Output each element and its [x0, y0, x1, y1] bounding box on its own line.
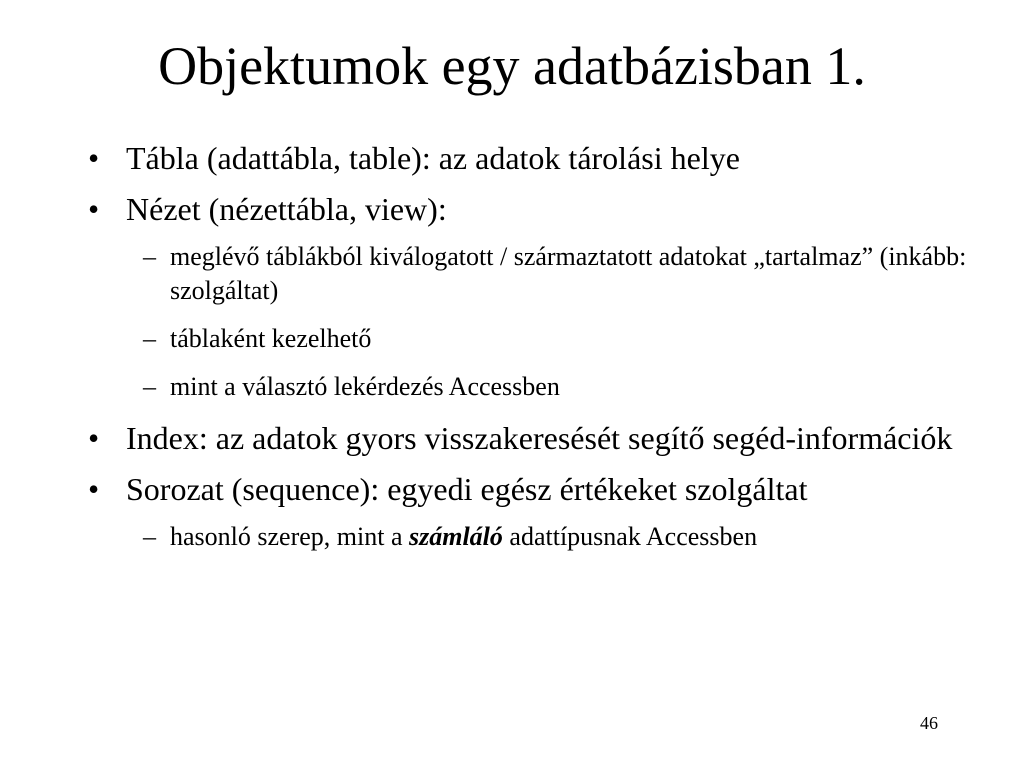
- sub-bullet-item: [88, 322, 968, 356]
- slide-content: [88, 138, 968, 568]
- bullet-text: Index: az adatok gyors visszakeresését segítő segéd-információk: [126, 420, 953, 456]
- bullet-text: Sorozat (sequence): egyedi egész értékeket szolgáltat: [126, 471, 808, 507]
- sub-bullet-text: [170, 522, 757, 551]
- sub-bullet-marker: –: [143, 372, 156, 401]
- sub-bullet-text-before: hasonló szerep, mint a: [170, 522, 409, 551]
- bullet-text: Tábla (adattábla, table): az adatok tárolási helye: [126, 140, 740, 176]
- sub-bullet-marker: –: [143, 522, 156, 551]
- bullet-marker: •: [88, 191, 100, 227]
- sub-bullet-text: mint a választó lekérdezés Accessben: [170, 372, 560, 401]
- bullet-marker: •: [88, 140, 100, 176]
- sub-bullet-marker: –: [143, 242, 156, 271]
- page-number: 46: [920, 713, 938, 733]
- bullet-item: [88, 189, 968, 229]
- bullet-marker: •: [88, 420, 100, 456]
- sub-bullet-text-after: adattípusnak Accessben: [502, 522, 758, 551]
- bullet-text: Nézet (nézettábla, view):: [126, 191, 447, 227]
- sub-bullet-item: [88, 520, 968, 554]
- slide-title: Objektumok egy adatbázisban 1.: [158, 36, 866, 96]
- bullet-item: [88, 469, 968, 509]
- bullet-marker: •: [88, 471, 100, 507]
- bullet-item: [88, 138, 968, 178]
- sub-bullet-marker: –: [143, 324, 156, 353]
- sub-bullet-text: meglévő táblákból kiválogatott / származtatott adatokat „tartalmaz” (inkább: szolgáltat): [170, 242, 967, 305]
- sub-bullet-item: [88, 240, 968, 308]
- sub-bullet-item: [88, 370, 968, 404]
- bullet-item: [88, 418, 968, 458]
- emphasized-term: számláló: [409, 522, 503, 551]
- sub-bullet-text: táblaként kezelhető: [170, 324, 372, 353]
